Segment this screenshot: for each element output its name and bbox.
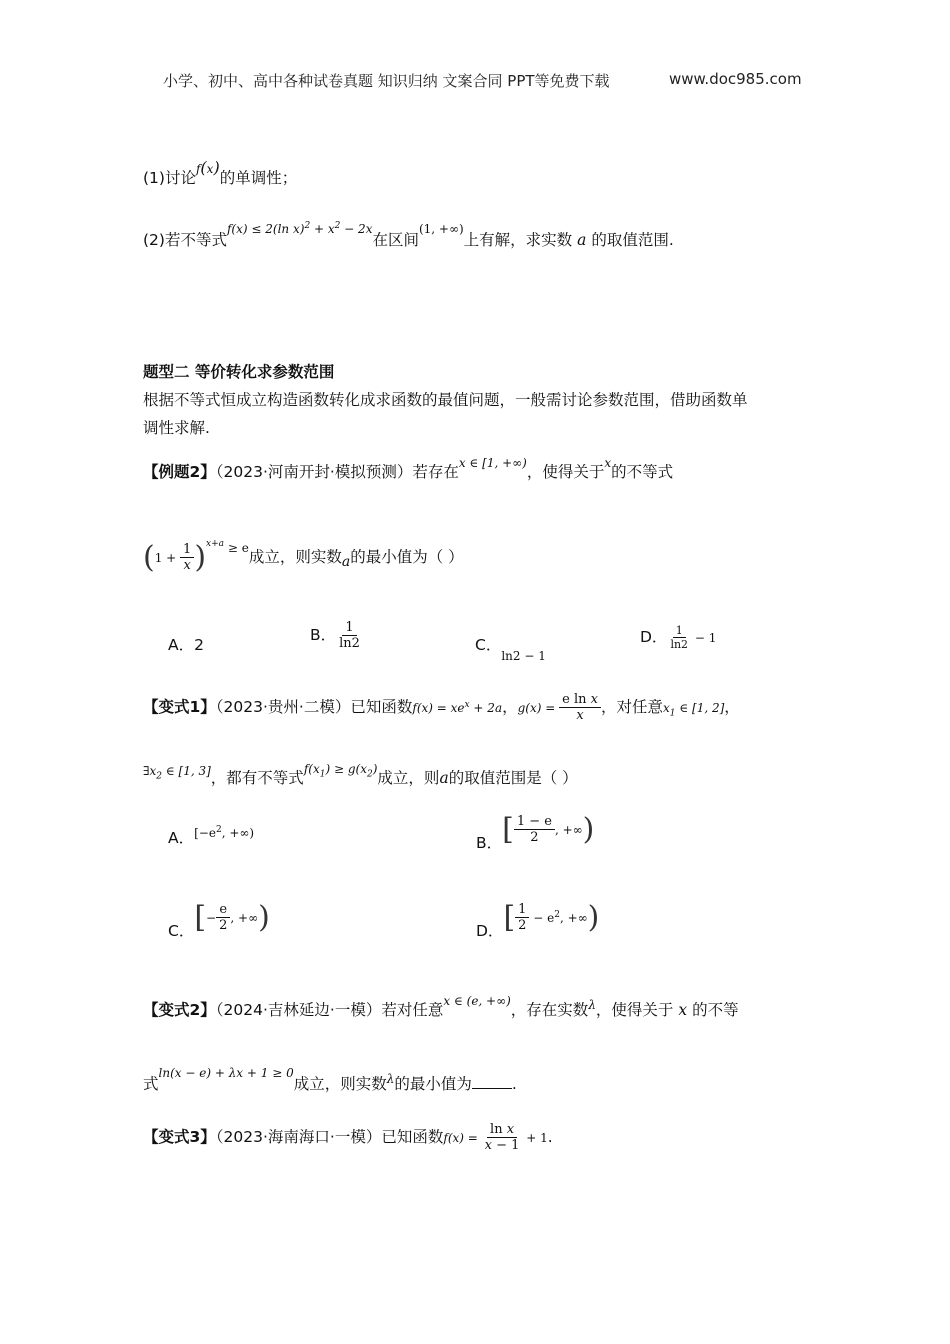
variant-2-tag: 【变式2】 xyxy=(143,1001,216,1019)
option-b-label: B． xyxy=(310,626,337,644)
section-desc-line1: 根据不等式恒成立构造函数转化成求函数的最值问题，一般需讨论参数范围，借助函数单 xyxy=(143,391,748,409)
option-c-label: C． xyxy=(475,636,502,654)
header-url[interactable]: www.doc985.com xyxy=(669,70,802,88)
math-x1-interval: $x_1$ ∈ [1, 2] xyxy=(663,701,725,719)
variant-1-line2 xyxy=(143,762,578,789)
math-fx1-geq-gx2: f(x1) ≥ g(x2) xyxy=(303,762,378,780)
q2-mid: 在区间 xyxy=(372,231,419,249)
variant-1-line2-end: 的取值范围是（ ） xyxy=(448,769,578,787)
variant-1-option-b[interactable]: B．[ $\frac{1 - e}{2}$ , +∞) xyxy=(476,812,595,852)
example-2-tail: 的不等式 xyxy=(611,463,674,481)
variant-1-option-d[interactable]: D．[ $\frac{1}{2}$ − $e^2$, +∞) xyxy=(476,900,600,940)
variant-1-line2-tail: 成立，则 xyxy=(377,769,440,787)
q1-suffix: 的单调性； xyxy=(219,169,298,187)
q2-tail: 的取值范围. xyxy=(591,231,674,249)
example-2-line2 xyxy=(143,540,464,575)
math-x: x xyxy=(604,456,612,470)
example-2-line2-suffix: 成立，则实数 xyxy=(248,548,342,566)
q2-suffix: 上有解，求实数 xyxy=(463,231,573,249)
variant-1-option-a[interactable]: A．$^{[-e^2, +\infty)}$ xyxy=(168,825,255,847)
example-2-option-b[interactable]: B． $\frac{1}{\ln 2}$ xyxy=(310,620,360,651)
section-title: 题型二 等价转化求参数范围 xyxy=(143,363,335,381)
example-2-source: （2023·河南开封·模拟预测）若存在 xyxy=(215,463,459,481)
option-d-label: D． xyxy=(640,628,668,646)
header-text: 小学、初中、高中各种试卷真题 知识归纳 文案合同 PPT等免费下载 xyxy=(163,72,610,90)
variant-1-source: （2023·贵州·二模）已知函数 xyxy=(215,698,413,716)
v1-option-c-label: C． xyxy=(168,922,195,940)
variant-1-mid: ，对任意 xyxy=(600,698,663,716)
variant-2-source: （2024·吉林延边·一模）若对任意 xyxy=(215,1001,444,1019)
variant-2-line2-tail: 的最小值为 xyxy=(394,1075,472,1093)
section-desc-line2: 调性求解. xyxy=(143,419,210,437)
example-2-mid: ，使得关于 xyxy=(526,463,605,481)
math-ln-inequality: ln(x − e) + λx + 1 ≥ 0 xyxy=(158,1066,294,1080)
math-fx: f(x) xyxy=(195,158,220,177)
variant-2-mid: ，存在实数 xyxy=(510,1001,589,1019)
variant-1-comma: ， xyxy=(724,698,740,716)
v1-option-b-label: B． xyxy=(476,834,503,852)
variant-1-tag: 【变式1】 xyxy=(143,698,216,716)
math-lambda-2: λ xyxy=(386,1072,395,1086)
variant-2-line2-prefix: 式 xyxy=(143,1075,159,1093)
math-interval: (1, +∞) xyxy=(418,222,464,236)
variant-1-line1: 【变式1】（2023·贵州·二模）已知函数$f(x) = xe^x + 2a$，g(x) = $\frac{\text{e ln x}}{x}$ ，对任意$x_1$ ∈ [1, 2]， xyxy=(143,692,740,723)
math-limit-expr: (1 + $\frac{1}{x}$ )$^{x+a}$ $^{\ge e}$ xyxy=(143,538,249,575)
variant-3-tag: 【变式3】 xyxy=(143,1128,216,1146)
q1-prefix: (1)讨论 xyxy=(143,169,196,187)
variant-1-option-c[interactable]: C．[− $\frac{e}{2}$ , +∞) xyxy=(168,900,270,940)
variant-3-source: （2023·海南海口·一模）已知函数 xyxy=(215,1128,444,1146)
option-a-value: 2 xyxy=(194,636,204,654)
example-2-tag: 【例题2】 xyxy=(143,463,216,481)
variant-2-line2 xyxy=(143,1066,517,1094)
example-2-line1 xyxy=(143,456,674,482)
answer-blank[interactable] xyxy=(472,1074,512,1089)
math-lambda: λ xyxy=(588,998,596,1012)
math-x-in-e-inf: x ∈ (e, +∞) xyxy=(443,994,511,1008)
math-gx-def: g(x) = xyxy=(517,701,560,715)
q2-var: a xyxy=(577,231,587,249)
example-2-line2-tail: 的最小值为（ ） xyxy=(350,548,464,566)
v1-option-a-label: A． xyxy=(168,829,195,847)
example-2-option-a[interactable] xyxy=(168,633,204,655)
variant-3-line1: 【变式3】（2023·海南海口·一模）已知函数f(x) = $\frac{\text{ln x}}{x - 1}$ + 1. xyxy=(143,1122,553,1153)
variant-1-line2-mid: ，都有不等式 xyxy=(210,769,304,787)
question-1 xyxy=(143,158,298,188)
variant-1-var: a xyxy=(439,769,449,787)
example-2-option-d[interactable]: D． $\frac{1}{\ln 2}$ − 1 xyxy=(640,624,717,651)
variant-2-line2-mid: 成立，则实数 xyxy=(293,1075,387,1093)
option-a-label: A． xyxy=(168,636,195,654)
math-fx-ln: f(x) = xyxy=(443,1131,482,1145)
math-inequality: f(x) ≤ 2(ln x)2 + x2 − 2x xyxy=(226,221,373,236)
variant-2-var: x xyxy=(678,1001,688,1019)
math-x-in-interval: x ∈ [1, +∞) xyxy=(458,456,527,470)
v1-option-d-label: D． xyxy=(476,922,504,940)
math-a: a xyxy=(341,554,351,570)
q2-prefix: (2)若不等式 xyxy=(143,231,227,249)
question-2 xyxy=(143,221,674,250)
example-2-option-c[interactable]: C．$_{ln2 - 1}$ xyxy=(475,636,546,663)
math-exists-x2: ∃x2 ∈ [1, 3] xyxy=(143,764,211,782)
variant-3-end: . xyxy=(547,1128,553,1146)
variant-2-end: . xyxy=(511,1075,517,1093)
math-fx-def: $f(x) = xe^x + 2a$ xyxy=(412,700,503,715)
variant-2-tail2: 的不等 xyxy=(692,1001,739,1019)
variant-2-line1 xyxy=(143,994,739,1020)
variant-2-tail: ，使得关于 xyxy=(595,1001,674,1019)
